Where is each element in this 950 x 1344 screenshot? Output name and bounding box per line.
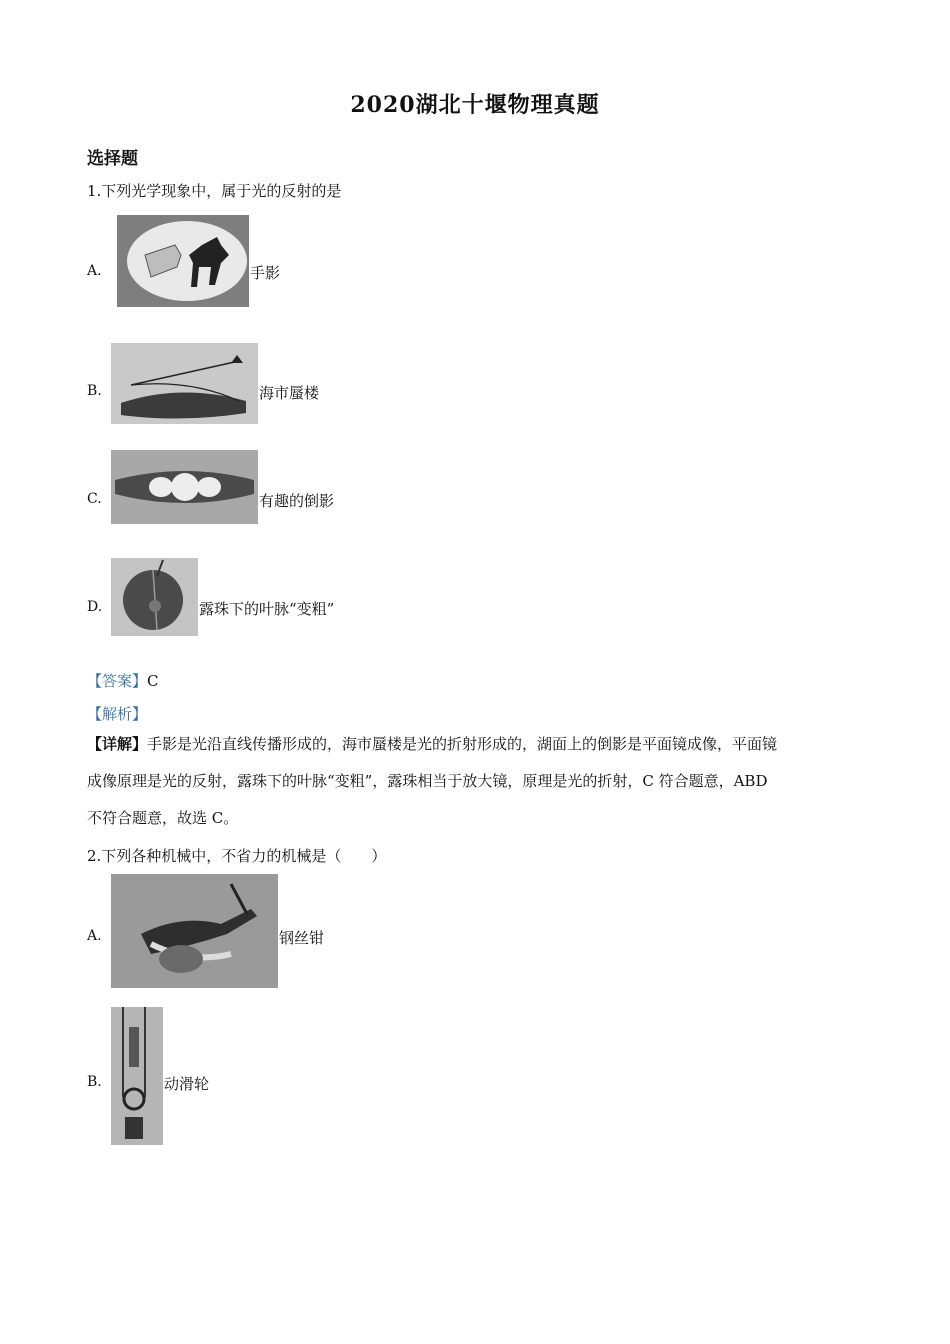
detail-line-2: 成像原理是光的反射，露珠下的叶脉“变粗”，露珠相当于放大镜，原理是光的折射，C 符合题意，ABD bbox=[87, 772, 768, 790]
reflection-bridge-image bbox=[111, 450, 258, 524]
detail-line-1: 【详解】手影是光沿直线传播形成的，海市蜃楼是光的折射形成的，湖面上的倒影是平面镜成像，平面镜 bbox=[87, 735, 778, 753]
q2-option-a-text: 钢丝钳 bbox=[279, 929, 325, 947]
q2-option-b-letter: B. bbox=[87, 1074, 102, 1090]
answer-tag: 【答案】 bbox=[87, 672, 148, 690]
question-1-stem: 1.下列光学现象中，属于光的反射的是 bbox=[87, 182, 342, 200]
q2-option-b-text: 动滑轮 bbox=[164, 1075, 210, 1093]
detail-line-3: 不符合题意，故选 C。 bbox=[87, 809, 239, 827]
pliers-image bbox=[111, 874, 278, 988]
leaf-dewdrop-image bbox=[111, 558, 198, 636]
movable-pulley-image bbox=[111, 1007, 163, 1145]
q1-option-c-letter: C. bbox=[87, 491, 102, 507]
q1-option-a-letter: A. bbox=[87, 263, 102, 279]
q1-option-b-letter: B. bbox=[87, 383, 102, 399]
section-heading: 选择题 bbox=[87, 149, 138, 169]
hand-shadow-image bbox=[117, 215, 249, 307]
detail-tag: 【详解】 bbox=[87, 735, 148, 753]
analysis-line bbox=[87, 703, 147, 724]
analysis-tag: 【解析】 bbox=[87, 705, 148, 723]
mirage-image bbox=[111, 343, 258, 424]
page-title: 2020湖北十堰物理真题 bbox=[350, 92, 600, 118]
q2-option-a-letter: A. bbox=[87, 928, 102, 944]
q1-option-d-text: 露珠下的叶脉“变粗” bbox=[199, 600, 335, 618]
answer-line bbox=[87, 670, 159, 691]
q1-option-b-text: 海市蜃楼 bbox=[259, 384, 320, 402]
q1-option-d-letter: D. bbox=[87, 599, 103, 615]
q1-option-a-text: 手影 bbox=[250, 264, 281, 282]
answer-value: C bbox=[147, 672, 159, 690]
question-2-stem: 2.下列各种机械中，不省力的机械是（ ） bbox=[87, 847, 387, 865]
detail-paragraph bbox=[87, 726, 867, 837]
q1-option-c-text: 有趣的倒影 bbox=[259, 492, 335, 510]
